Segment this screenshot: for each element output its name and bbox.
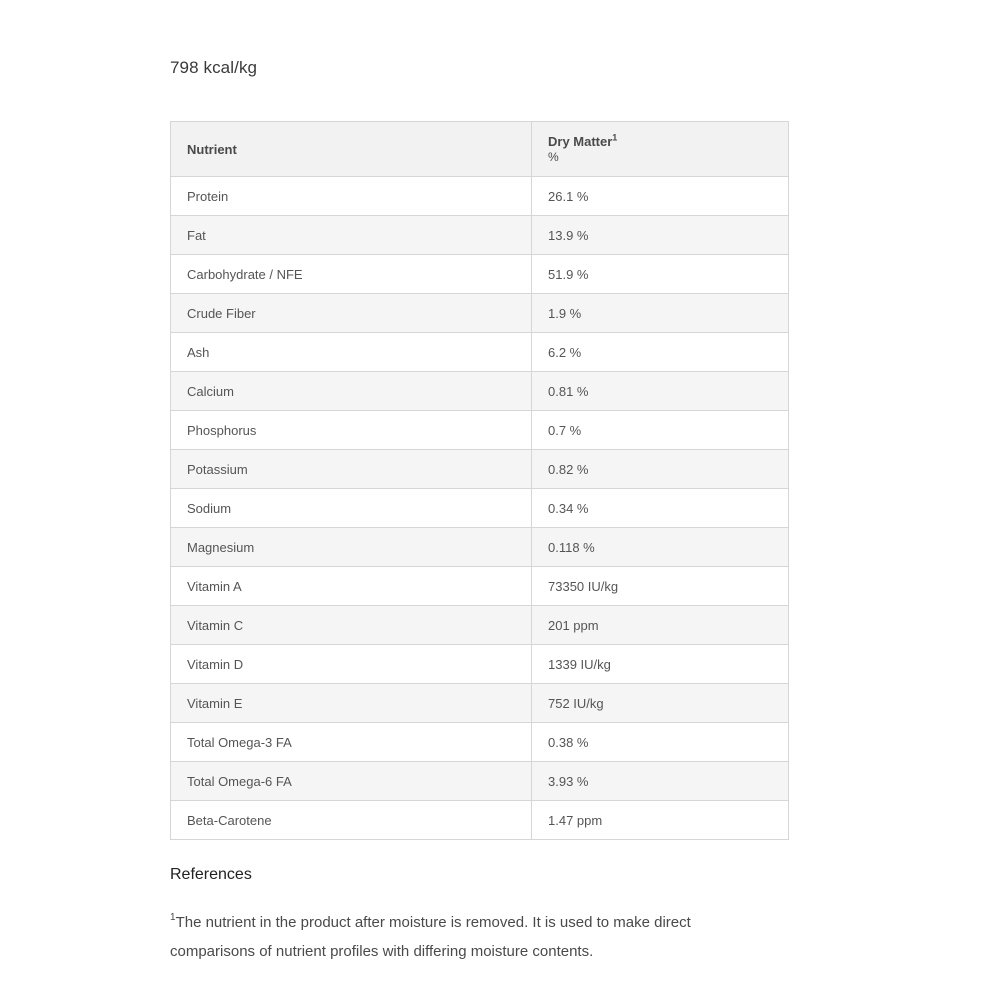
dry-matter-value-cell: 0.118 % xyxy=(532,528,789,567)
table-row xyxy=(171,606,789,645)
header-dry-matter xyxy=(532,122,789,177)
references-note xyxy=(170,908,770,966)
references-note-text: The nutrient in the product after moisture is removed. It is used to make direct comparisons of nutrient profiles with differing moisture contents. xyxy=(170,914,691,960)
table-row xyxy=(171,684,789,723)
dry-matter-value-cell: 51.9 % xyxy=(532,255,789,294)
header-nutrient-label: Nutrient xyxy=(187,141,237,157)
nutrient-table xyxy=(170,121,789,840)
table-row xyxy=(171,333,789,372)
table-row xyxy=(171,372,789,411)
header-dry-matter-label: Dry Matter xyxy=(548,134,613,149)
table-row xyxy=(171,645,789,684)
nutrient-name-cell: Sodium xyxy=(171,489,532,528)
dry-matter-value-cell: 201 ppm xyxy=(532,606,789,645)
table-row xyxy=(171,489,789,528)
table-row xyxy=(171,528,789,567)
header-dry-matter-title xyxy=(548,134,772,150)
energy-value: 798 kcal/kg xyxy=(170,58,258,77)
nutrient-name-cell: Beta-Carotene xyxy=(171,801,532,840)
nutrient-name-cell: Carbohydrate / NFE xyxy=(171,255,532,294)
dry-matter-value-cell: 0.38 % xyxy=(532,723,789,762)
references-title: References xyxy=(170,866,252,883)
nutrient-name-cell: Potassium xyxy=(171,450,532,489)
table-row xyxy=(171,801,789,840)
header-dry-matter-unit: % xyxy=(548,150,559,164)
dry-matter-value-cell: 1.9 % xyxy=(532,294,789,333)
nutrient-name-cell: Ash xyxy=(171,333,532,372)
nutrient-name-cell: Crude Fiber xyxy=(171,294,532,333)
dry-matter-value-cell: 0.82 % xyxy=(532,450,789,489)
header-nutrient xyxy=(171,122,532,177)
table-row xyxy=(171,450,789,489)
nutrient-name-cell: Total Omega-6 FA xyxy=(171,762,532,801)
dry-matter-value-cell: 752 IU/kg xyxy=(532,684,789,723)
header-row xyxy=(171,122,789,177)
nutrient-name-cell: Magnesium xyxy=(171,528,532,567)
dry-matter-value-cell: 1.47 ppm xyxy=(532,801,789,840)
nutrient-name-cell: Calcium xyxy=(171,372,532,411)
table-row xyxy=(171,762,789,801)
table-row xyxy=(171,567,789,606)
nutrient-name-cell: Vitamin C xyxy=(171,606,532,645)
dry-matter-value-cell: 1339 IU/kg xyxy=(532,645,789,684)
dry-matter-value-cell: 0.81 % xyxy=(532,372,789,411)
nutrient-name-cell: Total Omega-3 FA xyxy=(171,723,532,762)
dry-matter-value-cell: 73350 IU/kg xyxy=(532,567,789,606)
footnote-marker[interactable]: 1 xyxy=(612,132,618,143)
nutrient-name-cell: Phosphorus xyxy=(171,411,532,450)
dry-matter-value-cell: 26.1 % xyxy=(532,177,789,216)
dry-matter-value-cell: 6.2 % xyxy=(532,333,789,372)
table-row xyxy=(171,723,789,762)
references-note-marker: 1 xyxy=(170,912,176,923)
dry-matter-value-cell: 13.9 % xyxy=(532,216,789,255)
table-row xyxy=(171,411,789,450)
nutrient-name-cell: Vitamin D xyxy=(171,645,532,684)
dry-matter-value-cell: 0.34 % xyxy=(532,489,789,528)
table-header xyxy=(171,122,789,177)
nutrient-name-cell: Fat xyxy=(171,216,532,255)
table-row xyxy=(171,216,789,255)
nutrient-name-cell: Vitamin A xyxy=(171,567,532,606)
table-row xyxy=(171,255,789,294)
nutrient-name-cell: Protein xyxy=(171,177,532,216)
table-row xyxy=(171,294,789,333)
dry-matter-value-cell: 0.7 % xyxy=(532,411,789,450)
nutrient-name-cell: Vitamin E xyxy=(171,684,532,723)
dry-matter-value-cell: 3.93 % xyxy=(532,762,789,801)
table-row xyxy=(171,177,789,216)
table-body xyxy=(171,177,789,840)
